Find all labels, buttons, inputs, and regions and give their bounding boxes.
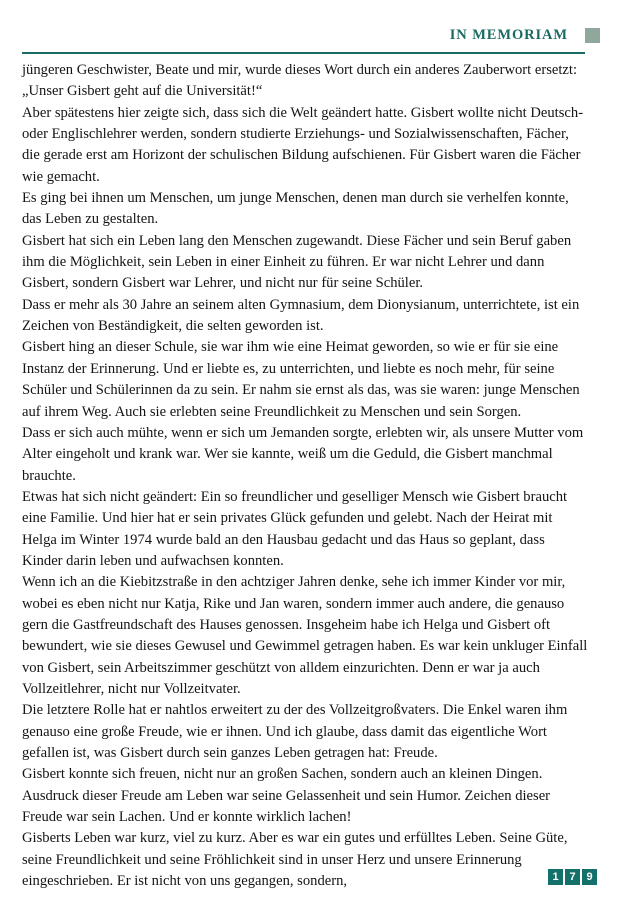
paragraph: Es ging bei ihnen um Menschen, um junge Menschen, denen man durch sie verhelfen konnte, das Leben zu gestalten. [22,190,569,228]
decorative-square-icon [585,28,600,43]
paragraph: Dass er sich auch mühte, wenn er sich um Jemanden sorgte, erlebten wir, als unsere Mutter vom Alter eingeholt und krank war. Wer sie kannte, weiß um die Geduld, die Gisbert manchmal brauchte. [22,424,584,484]
paragraph: Die letztere Rolle hat er nahtlos erweitert zu der des Vollzeitgroßvaters. Die Enkel waren ihm genauso eine große Freude, wie er ihnen. Und ich glaube, dass damit das eigentliche Wort gefallen ist, was Gisbert durch sein ganzes Leben getragen hat: Freude. [22,702,568,761]
page-number-digit: 1 [548,869,563,885]
paragraph: Gisbert hat sich ein Leben lang den Menschen zugewandt. Diese Fächer und sein Beruf gaben ihm die Möglichkeit, sein Leben in einer Einheit zu führen. Er war nicht Lehrer und dann Gisbert, sondern Gisbert war Lehrer, und nicht nur für seine Schüler. [22,232,572,292]
page-number [548,869,597,885]
running-head-title: IN MEMORIAM [449,27,568,43]
paragraph: Gisbert hing an dieser Schule, sie war ihm wie eine Heimat geworden, so wie er für sie eine Instanz der Erinnerung. Und er liebte es, zu unterrichten, und liebte es noch mehr, für seine Schüler und Schülerinnen da zu sein. Er nahm sie ernst als das, was sie waren: junge Menschen auf ihrem Weg. Auch sie erlebten seine Freundlichkeit zu Menschen und sein Sorgen. [22,339,580,420]
body-text-column [22,60,588,892]
page-number-digit: 9 [582,869,597,885]
paragraph: Aber spätestens hier zeigte sich, dass sich die Welt geändert hatte. Gisbert wollte nicht Deutsch- oder Englischlehrer werden, sondern studierte Erziehungs- und Sozialwissenschaften, Fächer, die gerade erst am Horizont der schulischen Bildung aufschienen. Für Gisbert waren die Fächer wie gemacht. [22,104,584,185]
paragraph: jüngeren Geschwister, Beate und mir, wurde dieses Wort durch ein anderes Zauberwort ersetzt: „Unser Gisbert geht auf die Universität!“ [22,62,577,100]
paragraph: Gisberts Leben war kurz, viel zu kurz. Aber es war ein gutes und erfülltes Leben. Seine Güte, seine Freundlichkeit und seine Fröhlichkeit sind in unser Herz und unsere Erinnerung eingeschrieben. Er ist nicht von uns gegangen, sondern, [22,830,568,890]
header-divider [22,52,585,54]
paragraph: Dass er mehr als 30 Jahre an seinem alten Gymnasium, dem Dionysianum, unterrichtete, ist ein Zeichen von Beständigkeit, die selten geworden ist. [22,296,580,335]
paragraph: Gisbert konnte sich freuen, nicht nur an großen Sachen, sondern auch an kleinen Dingen. Ausdruck dieser Freude am Leben war seine Gelassenheit und sein Humor. Zeichen dieser Freude war sein Lachen. Und er konnte wirklich lachen! [22,766,551,826]
page-number-digit: 7 [565,869,580,885]
paragraph: Etwas hat sich nicht geändert: Ein so freundlicher und geselliger Mensch wie Gisbert braucht eine Familie. Und hier hat er sein privates Glück gefunden und gelebt. Nach der Heirat mit Helga im Winter 1974 wurde bald an den Hausbau gedacht und das Haus so geplant, dass Kinder darin leben und aufwachsen konnten. [22,488,568,569]
running-head [22,26,592,52]
paragraph: Wenn ich an die Kiebitzstraße in den achtziger Jahren denke, sehe ich immer Kinder vor mir, wobei es eben nicht nur Katja, Rike und Jan waren, sondern immer auch andere, die genauso gern die Gastfreundschaft des Hauses genossen. Insgeheim habe ich Helga und Gisbert oft bewundert, wie sie dieses Gewusel und Gewimmel getragen haben. Es war kein unkluger Einfall von Gisbert, sein Arbeitszimmer geschützt von alldem einzurichten. Denn er war ja auch Vollzeitlehrer, nicht nur Vollzeitvater. [22,574,588,697]
